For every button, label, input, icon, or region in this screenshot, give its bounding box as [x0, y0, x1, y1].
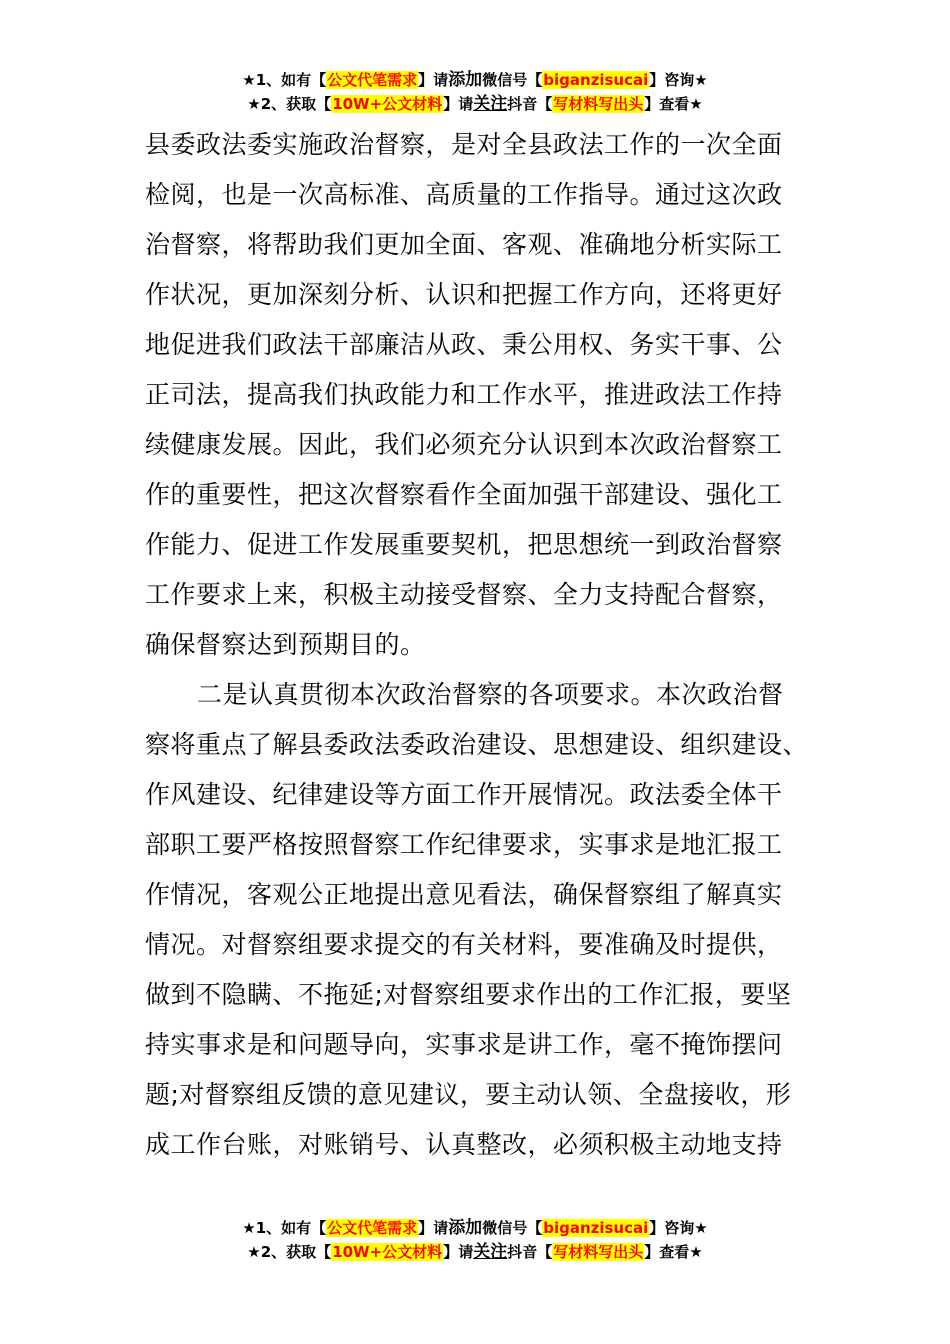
- banner-text: 抖音【: [507, 95, 553, 113]
- body-line: 做到不隐瞒、不拖延;对督察组要求作出的工作汇报，要坚: [145, 980, 792, 1009]
- star-icon: ★: [242, 1219, 256, 1237]
- body-line: 续健康发展。因此，我们必须充分认识到本次政治督察工: [145, 430, 783, 459]
- body-line: 正司法，提高我们执政能力和工作水平，推进政法工作持: [145, 380, 783, 409]
- banner-emphasis: 添加: [448, 70, 483, 90]
- banner-text: 抖音【: [507, 1243, 553, 1261]
- body-line: 部职工要严格按照督察工作纪律要求，实事求是地汇报工: [145, 830, 783, 859]
- banner-text: 】请: [418, 71, 449, 89]
- body-line: 作状况，更加深刻分析、认识和把握工作方向，还将更好: [145, 280, 783, 309]
- star-icon: ★: [689, 95, 703, 113]
- banner-text: 】查看: [644, 1243, 690, 1261]
- highlight-materials: 10W+公文材料: [332, 1243, 443, 1261]
- highlight-service: 公文代笔需求: [327, 1219, 418, 1237]
- body-line: 题;对督察组反馈的意见建议，要主动认领、全盘接收，形: [145, 1080, 792, 1109]
- star-icon: ★: [694, 1219, 708, 1237]
- highlight-wechat-id: biganzisucai: [543, 1219, 649, 1237]
- top-banner: [0, 68, 950, 116]
- banner-text: 2、获取【: [260, 95, 332, 113]
- body-line: 确保督察达到预期目的。: [145, 630, 426, 659]
- body-line: 持实事求是和问题导向，实事求是讲工作，毫不掩饰摆问: [145, 1030, 783, 1059]
- banner-emphasis: 关注: [473, 1242, 508, 1262]
- banner-line-2: [0, 92, 950, 116]
- bottom-banner: [0, 1216, 950, 1264]
- body-line: 检阅，也是一次高标准、高质量的工作指导。通过这次政: [145, 180, 783, 209]
- body-line: 县委政法委实施政治督察，是对全县政法工作的一次全面: [145, 130, 783, 159]
- body-line: 治督察，将帮助我们更加全面、客观、准确地分析实际工: [145, 230, 783, 259]
- body-line: 作风建设、纪律建设等方面工作开展情况。政法委全体干: [145, 780, 783, 809]
- body-line: 察将重点了解县委政法委政治建设、思想建设、组织建设、: [145, 730, 809, 759]
- highlight-materials: 10W+公文材料: [332, 95, 443, 113]
- banner-text: 2、获取【: [260, 1243, 332, 1261]
- document-body: [145, 120, 809, 1170]
- highlight-wechat-id: biganzisucai: [543, 71, 649, 89]
- highlight-service: 公文代笔需求: [327, 71, 418, 89]
- body-line: 工作要求上来，积极主动接受督察、全力支持配合督察，: [145, 580, 783, 609]
- star-icon: ★: [247, 95, 261, 113]
- body-line: 作情况，客观公正地提出意见看法，确保督察组了解真实: [145, 880, 783, 909]
- paragraph-start-line: 二是认真贯彻本次政治督察的各项要求。本次政治督: [197, 680, 784, 709]
- body-line: 成工作台账，对账销号、认真整改，必须积极主动地支持: [145, 1130, 783, 1159]
- banner-text: 】咨询: [649, 71, 695, 89]
- banner-text: 1、如有【: [255, 1219, 327, 1237]
- banner-text: 】请: [443, 95, 474, 113]
- banner-text: 】请: [418, 1219, 449, 1237]
- banner-text: 微信号【: [482, 71, 543, 89]
- star-icon: ★: [247, 1243, 261, 1261]
- highlight-douyin-account: 写材料写出头: [553, 95, 644, 113]
- star-icon: ★: [694, 71, 708, 89]
- highlight-douyin-account: 写材料写出头: [553, 1243, 644, 1261]
- banner-line-2: [0, 1240, 950, 1264]
- banner-line-1: [0, 68, 950, 92]
- banner-text: 微信号【: [482, 1219, 543, 1237]
- banner-line-1: [0, 1216, 950, 1240]
- star-icon: ★: [689, 1243, 703, 1261]
- banner-emphasis: 添加: [448, 1218, 483, 1238]
- body-line: 作能力、促进工作发展重要契机，把思想统一到政治督察: [145, 530, 783, 559]
- banner-emphasis: 关注: [473, 94, 508, 114]
- star-icon: ★: [242, 71, 256, 89]
- banner-text: 】咨询: [649, 1219, 695, 1237]
- banner-text: 1、如有【: [255, 71, 327, 89]
- body-line: 情况。对督察组要求提交的有关材料，要准确及时提供，: [145, 930, 783, 959]
- body-line: 作的重要性，把这次督察看作全面加强干部建设、强化工: [145, 480, 783, 509]
- banner-text: 】查看: [644, 95, 690, 113]
- banner-text: 】请: [443, 1243, 474, 1261]
- body-line: 地促进我们政法干部廉洁从政、秉公用权、务实干事、公: [145, 330, 783, 359]
